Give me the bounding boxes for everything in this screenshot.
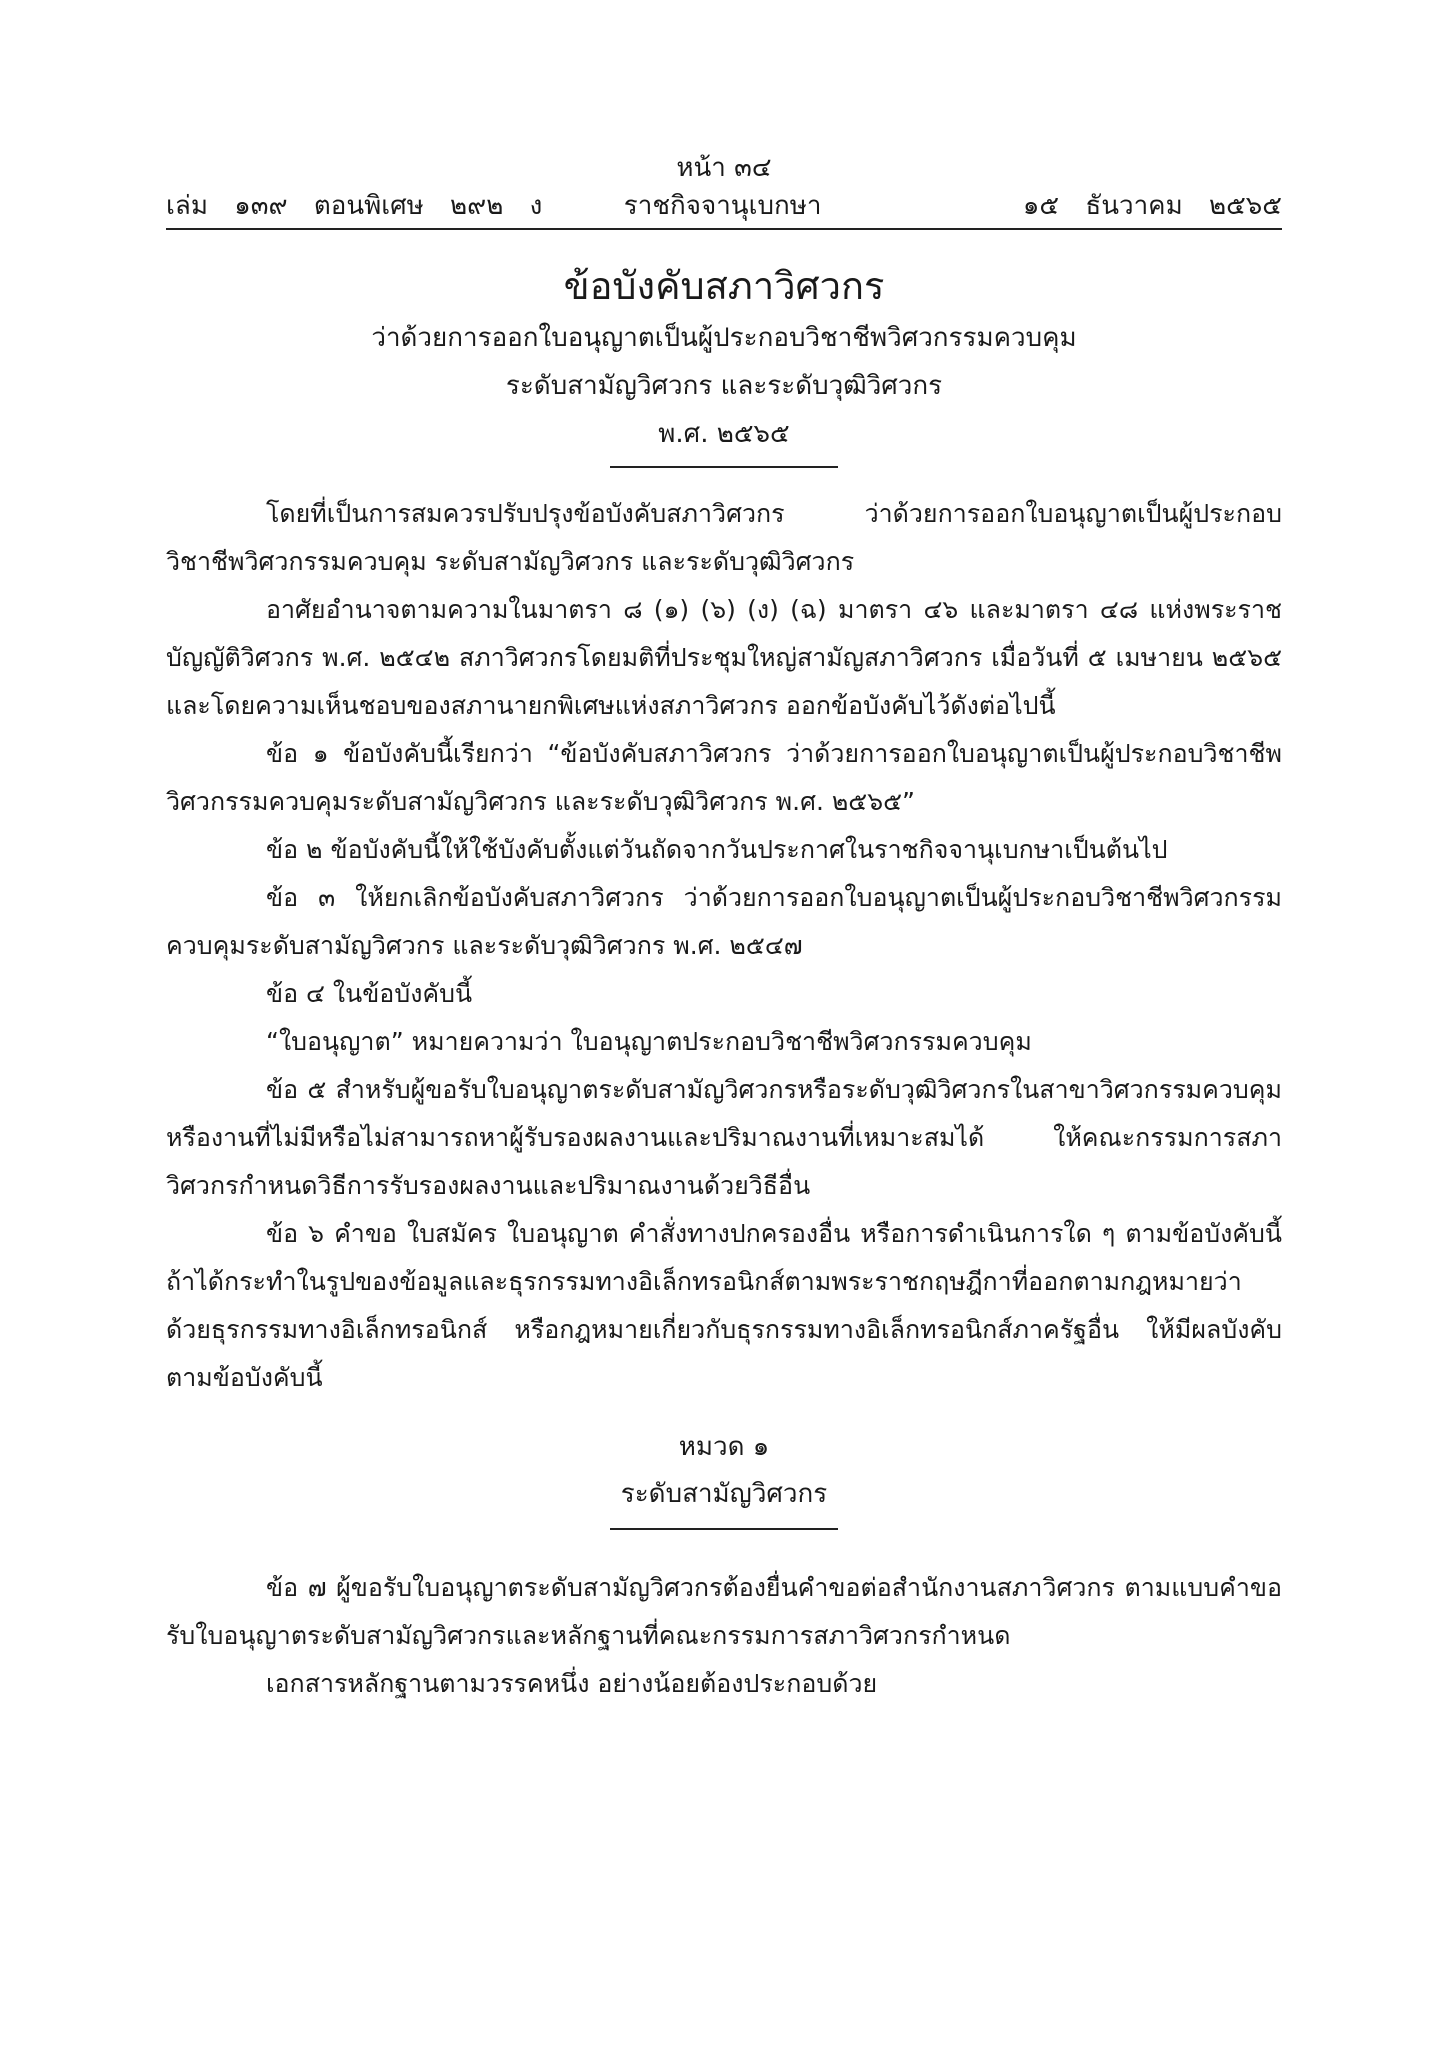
title-divider <box>610 466 838 468</box>
chapter-label: หมวด ๑ <box>678 1432 770 1462</box>
preamble-section <box>166 490 1282 1402</box>
page-number: หน้า ๓๔ <box>676 153 772 183</box>
paragraph-clause-3: ข้อ ๓ ให้ยกเลิกข้อบังคับสภาวิศวกร ว่าด้วยการออกใบอนุญาตเป็นผู้ประกอบวิชาชีพวิศวกรรมควบคุมระดับสามัญวิศวกร และระดับวุฒิวิศวกร พ.ศ. ๒๕๔๗ <box>166 883 1282 960</box>
publication-date <box>1005 186 1282 226</box>
date-day: ๑๕ <box>1022 191 1060 221</box>
chapter-title: ระดับสามัญวิศวกร <box>620 1479 828 1509</box>
section-number: ๒๙๒ <box>450 191 504 221</box>
volume-number: ๑๓๙ <box>234 191 288 221</box>
document-year: พ.ศ. ๒๕๖๕ <box>658 419 790 449</box>
paragraph-clause-6: ข้อ ๖ คำขอ ใบสมัคร ใบอนุญาต คำสั่งทางปกครองอื่น หรือการดำเนินการใด ๆ ตามข้อบังคับนี้ ถ้าได้กระทำในรูปของข้อมูลและธุรกรรมทางอิเล็กทรอนิกส์ตามพระราชกฤษฎีกาที่ออกตามกฎหมายว่าด้วยธุรกรรมทางอิเล็กทรอนิกส์ หรือกฎหมายเกี่ยวกับธุรกรรมทางอิเล็กทรอนิกส์ภาครัฐอื่น ให้มีผลบังคับตามข้อบังคับนี้ <box>166 1219 1282 1392</box>
paragraph-clause-7: ข้อ ๗ ผู้ขอรับใบอนุญาตระดับสามัญวิศวกรต้องยื่นคำขอต่อสำนักงานสภาวิศวกร ตามแบบคำขอรับใบอนุญาตระดับสามัญวิศวกรและหลักฐานที่คณะกรรมการสภาวิศวกรกำหนด <box>166 1573 1282 1650</box>
date-year: ๒๕๖๕ <box>1208 191 1282 221</box>
document-subtitle-2: ระดับสามัญวิศวกร และระดับวุฒิวิศวกร <box>505 371 943 401</box>
paragraph-definition: “ใบอนุญาต” หมายความว่า ใบอนุญาตประกอบวิชาชีพวิศวกรรมควบคุม <box>266 1027 1032 1056</box>
gazette-name: ราชกิจจานุเบกษา <box>623 191 822 221</box>
paragraph-clause-4: ข้อ ๔ ในข้อบังคับนี้ <box>266 979 473 1008</box>
chapter-1-section <box>166 1564 1282 1708</box>
gazette-volume-info <box>166 186 560 226</box>
paragraph-authority: อาศัยอำนาจตามความในมาตรา ๘ (๑) (๖) (ง) (ฉ) มาตรา ๔๖ และมาตรา ๔๘ แห่งพระราชบัญญัติวิศวกร พ.ศ. ๒๕๔๒ สภาวิศวกรโดยมติที่ประชุมใหญ่สามัญสภาวิศวกร เมื่อวันที่ ๕ เมษายน ๒๕๖๕ และโดยความเห็นชอบของสภานายกพิเศษแห่งสภาวิศวกร ออกข้อบังคับไว้ดังต่อไปนี้ <box>166 595 1282 720</box>
paragraph-clause-2: ข้อ ๒ ข้อบังคับนี้ให้ใช้บังคับตั้งแต่วันถัดจากวันประกาศในราชกิจจานุเบกษาเป็นต้นไป <box>266 835 1168 864</box>
paragraph-clause-5: ข้อ ๕ สำหรับผู้ขอรับใบอนุญาตระดับสามัญวิศวกรหรือระดับวุฒิวิศวกรในสาขาวิศวกรรมควบคุมหรืองานที่ไม่มีหรือไม่สามารถหาผู้รับรองผลงานและปริมาณงานที่เหมาะสมได้ ให้คณะกรรมการสภาวิศวกรกำหนดวิธีการรับรองผลงานและปริมาณงานด้วยวิธีอื่น <box>166 1075 1282 1200</box>
paragraph-evidence: เอกสารหลักฐานตามวรรคหนึ่ง อย่างน้อยต้องประกอบด้วย <box>266 1669 878 1698</box>
section-label: ตอนพิเศษ <box>313 191 424 221</box>
paragraph-preamble: โดยที่เป็นการสมควรปรับปรุงข้อบังคับสภาวิศวกร ว่าด้วยการออกใบอนุญาตเป็นผู้ประกอบวิชาชีพวิศวกรรมควบคุม ระดับสามัญวิศวกร และระดับวุฒิวิศวกร <box>166 499 1282 576</box>
document-title: ข้อบังคับสภาวิศวกร <box>563 264 885 308</box>
section-letter: ง <box>529 191 543 221</box>
chapter-divider <box>610 1528 838 1530</box>
paragraph-clause-1: ข้อ ๑ ข้อบังคับนี้เรียกว่า “ข้อบังคับสภาวิศวกร ว่าด้วยการออกใบอนุญาตเป็นผู้ประกอบวิชาชีพวิศวกรรมควบคุมระดับสามัญวิศวกร และระดับวุฒิวิศวกร พ.ศ. ๒๕๖๕” <box>166 739 1282 816</box>
volume-label: เล่ม <box>166 191 208 221</box>
gazette-header <box>166 186 1282 230</box>
document-subtitle-1: ว่าด้วยการออกใบอนุญาตเป็นผู้ประกอบวิชาชีพวิศวกรรมควบคุม <box>371 323 1077 353</box>
document-page <box>166 150 1282 1708</box>
date-month: ธันวาคม <box>1085 191 1183 221</box>
